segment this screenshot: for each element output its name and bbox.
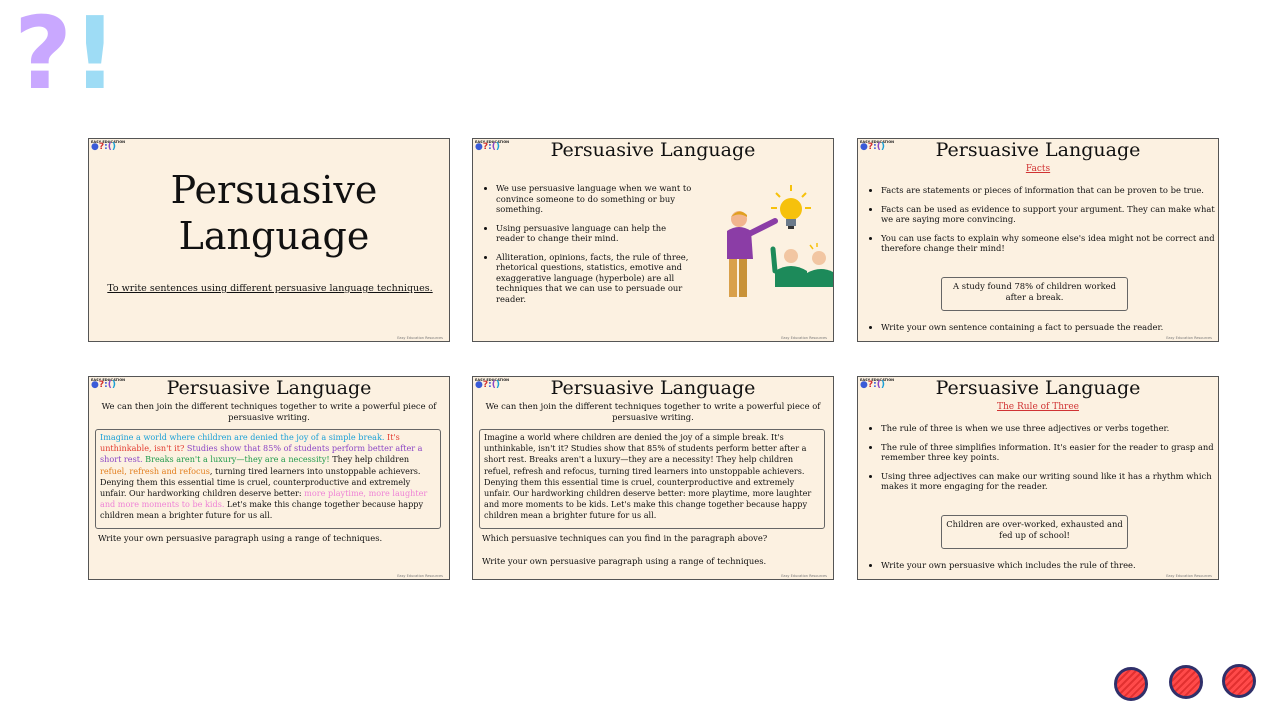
example-paragraph: Imagine a world where children are denied the joy of a simple break. It's unthinkable, isn't it? Studies show that 85% of students perform better after a short rest. Breaks aren't a luxury—they are a necessity! They help children refuel, refresh and refocus, turning tired learners into unstoppable achievers. Denying them this essential time is cruel, counterproductive and extremely unfair. Our hardworking children deserve better: more playtime, more laughter and more moments to be kids. Let's make this change together because happy children mean a brighter future for us all. <box>479 429 825 529</box>
task-item: • Write your own sentence containing a fact to persuade the reader. <box>881 322 1217 333</box>
bullet-list <box>484 183 696 312</box>
logo-mark: ●?:() <box>475 380 500 390</box>
technique-text: Imagine a world where children are denied the joy of a simple break. <box>100 432 385 442</box>
title-line-1: Persuasive <box>170 168 378 212</box>
slide-thumbnail-3[interactable] <box>857 138 1219 342</box>
slide-thumbnail-6[interactable] <box>857 376 1219 580</box>
question-text: Which persuasive techniques can you find in the paragraph above? <box>482 533 768 543</box>
footer-text: Easy Education Resources <box>781 574 827 578</box>
paragraph-text: They help children <box>329 454 410 465</box>
slide-title: Persuasive Language <box>550 377 756 399</box>
logo <box>91 140 127 152</box>
intro-text: We can then join the different techniques together to write a powerful piece of persuasive writing. <box>101 401 437 422</box>
slide-title: Persuasive Language <box>935 139 1141 161</box>
bullet-list <box>869 185 1217 262</box>
logo-mark: ●?:() <box>860 142 885 152</box>
task-list <box>869 560 1217 579</box>
slide-thumbnail-2[interactable] <box>472 138 834 342</box>
teacher-figure-icon <box>727 211 775 297</box>
example-box: A study found 78% of children worked after a break. <box>941 277 1128 311</box>
slide-title: Persuasive Language <box>166 377 372 399</box>
exclamation-mark-icon: ! <box>72 0 118 112</box>
title-line-2: Language <box>178 214 370 258</box>
bullet-item: • The rule of three simplifies information. It's easier for the reader to grasp and remember three key points. <box>881 442 1217 463</box>
bullet-item: • Facts can be used as evidence to support your argument. They can make what we are saying more convincing. <box>881 204 1217 225</box>
scribble-circle-icon <box>1114 667 1148 701</box>
logo-text: EASY EDUCATION <box>860 140 895 144</box>
footer-text: Easy Education Resources <box>781 336 827 340</box>
bullet-item: • You can use facts to explain why someone else's idea might not be correct and therefore change their mind! <box>881 233 1217 254</box>
learning-objective: To write sentences using different persuasive language techniques. <box>107 283 433 294</box>
bullet-item: • Using three adjectives can make our writing sound like it has a rhythm which makes it more engaging for the reader. <box>881 471 1217 492</box>
logo-mark: ●?:() <box>91 142 116 152</box>
scribble-circle-icon <box>1222 664 1256 698</box>
scribble-circle-icon <box>1169 665 1203 699</box>
task-text: Write your own persuasive paragraph using a range of techniques. <box>98 533 383 543</box>
slide-subtitle: The Rule of Three <box>997 402 1079 412</box>
slide-thumbnail-1[interactable] <box>88 138 450 342</box>
intro-text: We can then join the different techniques together to write a powerful piece of persuasive writing. <box>485 401 821 422</box>
bullet-item: • Alliteration, opinions, facts, the rule of three, rhetorical questions, statistics, emotive and exaggerative language (hyperbole) are all techniques that we can use to persuade our reader. <box>496 252 696 305</box>
slide-subtitle: Facts <box>1025 164 1051 174</box>
slide-title <box>89 167 450 259</box>
question-exclamation-decoration <box>14 0 118 112</box>
slide-title: Persuasive Language <box>935 377 1141 399</box>
logo-text: EASY EDUCATION <box>91 140 126 144</box>
logo-text: EASY EDUCATION <box>475 140 510 144</box>
logo-mark: ●?:() <box>475 142 500 152</box>
technique-text: more playtime, more laughter and more moments to be kids. <box>100 488 428 510</box>
example-paragraph <box>95 429 441 529</box>
question-mark-icon: ? <box>14 0 73 112</box>
bullet-item: • Using persuasive language can help the reader to change their mind. <box>496 223 696 244</box>
slide-thumbnail-4[interactable] <box>88 376 450 580</box>
task-text: Write your own persuasive paragraph using a range of techniques. <box>482 556 767 566</box>
footer-text: Easy Education Resources <box>397 336 443 340</box>
task-item: • Write your own persuasive which includes the rule of three. <box>881 560 1217 571</box>
footer-text: Easy Education Resources <box>1166 336 1212 340</box>
idea-illustration <box>723 179 834 304</box>
bullet-item: • Facts are statements or pieces of information that can be proven to be true. <box>881 185 1217 196</box>
paragraph-text: Let's make this change together because happy children mean a brighter future for us all. <box>100 499 424 521</box>
students-figure-icon <box>773 243 834 287</box>
bullet-item: • We use persuasive language when we want to convince someone to do something or buy something. <box>496 183 696 215</box>
logo-mark: ●?:() <box>860 380 885 390</box>
logo-text: EASY EDUCATION <box>860 378 895 382</box>
example-box: Children are over-worked, exhausted and fed up of school! <box>941 515 1128 549</box>
logo-text: EASY EDUCATION <box>91 378 126 382</box>
footer-text: Easy Education Resources <box>1166 574 1212 578</box>
logo-mark: ●?:() <box>91 380 116 390</box>
technique-text: Breaks aren't a luxury—they are a necessity! <box>142 454 330 465</box>
technique-text: Studies show that 85% of students perform better after a short rest. <box>100 443 423 465</box>
slide-title: Persuasive Language <box>550 139 756 161</box>
footer-text: Easy Education Resources <box>397 574 443 578</box>
logo-text: EASY EDUCATION <box>475 378 510 382</box>
slide-thumbnail-5[interactable] <box>472 376 834 580</box>
technique-text: It's unthinkable, isn't it? <box>100 432 400 454</box>
task-list <box>869 322 1217 341</box>
bullet-list <box>869 423 1217 500</box>
technique-text: refuel, refresh and refocus <box>100 465 210 476</box>
bullet-item: • The rule of three is when we use three adjectives or verbs together. <box>881 423 1217 434</box>
paragraph-text: , turning tired learners into unstoppable achievers. Denying them this essential time is cruel, counterproductive and extremely unfair. Our hardworking children deserve better: <box>100 465 421 499</box>
